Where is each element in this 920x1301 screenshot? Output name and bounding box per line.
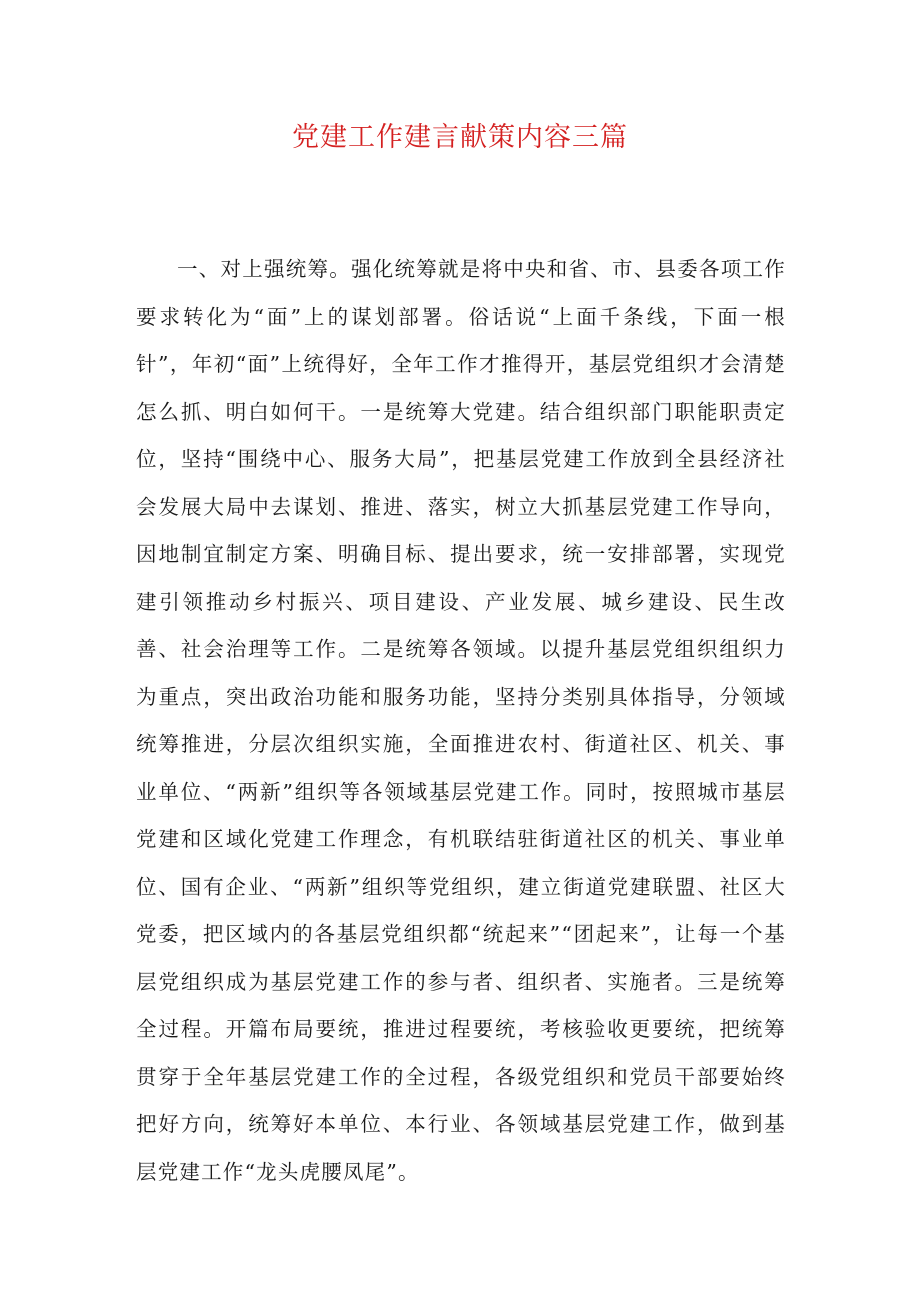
document-title: 党建工作建言献策内容三篇	[292, 122, 628, 153]
body-paragraph: 一、对上强统筹。强化统筹就是将中央和省、市、县委各项工作要求转化为“面”上的谋划部署。俗话说“上面千条线，下面一根针”，年初“面”上统得好，全年工作才推得开，基层党组织才会清楚怎么抓、明白如何干。一是统筹大党建。结合组织部门职能职责定位，坚持“围绕中心、服务大局”，把基层党建工作放到全县经济社会发展大局中去谋划、推进、落实，树立大抓基层党建工作导向，因地制宜制定方案、明确目标、提出要求，统一安排部署，实现党建引领推动乡村振兴、项目建设、产业发展、城乡建设、民生改善、社会治理等工作。二是统筹各领域。以提升基层党组织组织力为重点，突出政治功能和服务功能，坚持分类别具体指导，分领域统筹推进，分层次组织实施，全面推进农村、街道社区、机关、事业单位、“两新”组织等各领域基层党建工作。同时，按照城市基层党建和区域化党建工作理念，有机联结驻街道社区的机关、事业单位、国有企业、“两新”组织等党组织，建立街道党建联盟、社区大党委，把区域内的各基层党组织都“统起来”“团起来”，让每一个基层党组织成为基层党建工作的参与者、组织者、实施者。三是统筹全过程。开篇布局要统，推进过程要统，考核验收更要统，把统筹贯穿于全年基层党建工作的全过程，各级党组织和党员干部要始终把好方向，统筹好本单位、本行业、各领域基层党建工作，做到基层党建工作“龙头虎腰凤尾”。	[136, 257, 786, 1184]
